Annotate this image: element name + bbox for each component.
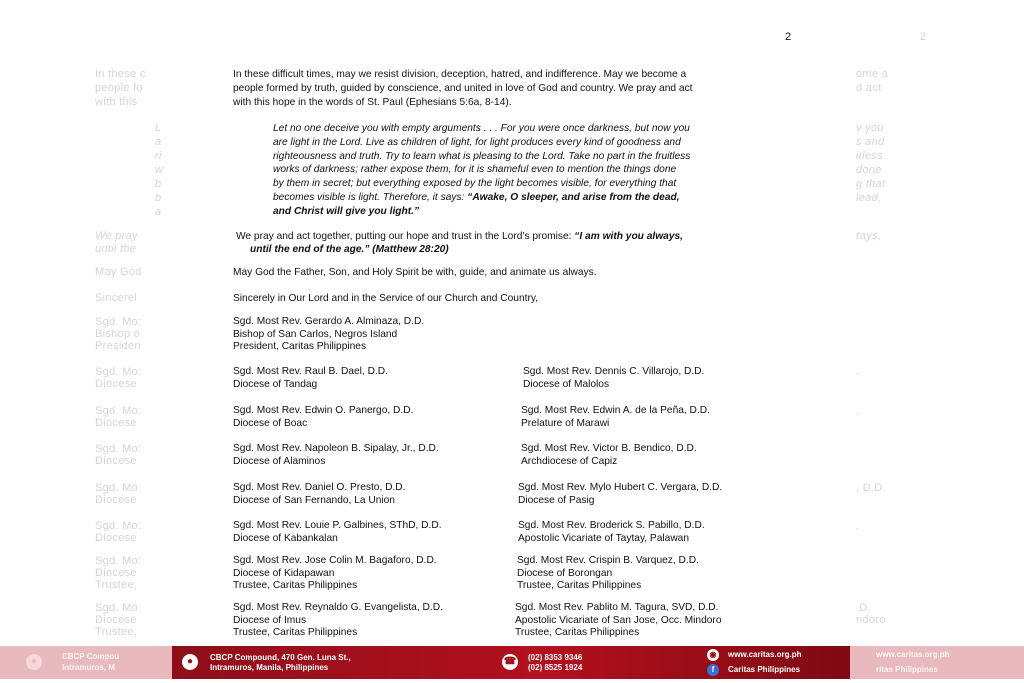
ghost-text: people fo: [95, 82, 143, 94]
ghost-text: Diocese: [95, 455, 137, 467]
ghost-text: Presiden: [95, 340, 141, 352]
signatory-block: [233, 482, 406, 507]
signatory-title: Trustee, Caritas Philippines: [515, 627, 640, 638]
signatory-name: Sgd. Most Rev. Pablito M. Tagura, SVD, D.D.: [515, 602, 719, 613]
location-pin-icon: ●: [182, 654, 198, 670]
signatory-see: Apostolic Vicariate of Taytay, Palawan: [518, 532, 690, 544]
signatory-see: Diocese of Kidapawan: [233, 567, 335, 579]
quote-line: becomes visible is light. Therefore, it says: “Awake, O sleeper, and arise from the dead,: [273, 191, 680, 203]
ghost-text: Sgd. Mo:: [95, 482, 142, 494]
signatory-see: Diocese of San Fernando, La Union: [233, 494, 395, 506]
signatory-name: Sgd. Most Rev. Daniel O. Presto, D.D.: [233, 482, 406, 493]
intro-line-3: with this hope in the words of St. Paul (Ephesians 5:6a, 8-14).: [233, 97, 512, 108]
footer: [0, 646, 1024, 683]
signatory-name: Sgd. Most Rev. Gerardo A. Alminaza, D.D.: [233, 316, 425, 327]
ghost-text: L: [155, 122, 162, 134]
ghost-page-number: 2: [920, 31, 927, 43]
ghost-text: Diocese: [95, 378, 137, 390]
signatory-see: Diocese of Borongan: [517, 567, 613, 579]
ghost-text: Trustee,: [95, 626, 138, 638]
phone-icon: ☎: [502, 654, 518, 670]
signatory-see: Bishop of San Carlos, Negros Island: [233, 328, 398, 340]
ghost-text: .: [856, 520, 860, 532]
footer-phone-2: (02) 8525 1924: [528, 663, 583, 672]
signatory-title: President, Caritas Philippines: [233, 341, 367, 352]
signatory-title: Trustee, Caritas Philippines: [233, 627, 358, 638]
signatory-see: Diocese of Tandag: [233, 378, 318, 390]
signatory-block: [233, 555, 437, 593]
ghost-text: .: [856, 405, 860, 417]
intro-line-1: In these difficult times, may we resist division, deception, hatred, and indifference. May we become a: [233, 69, 687, 80]
signatory-see: Apostolic Vicariate of San Jose, Occ. Mindoro: [515, 614, 722, 626]
quote-line: Let no one deceive you with empty arguments . . . For you were once darkness, but now you: [273, 123, 690, 134]
ghost-text: Bishop o: [95, 328, 141, 340]
blessing: May God the Father, Son, and Holy Spirit be with, guide, and animate us always.: [233, 267, 597, 278]
quote-line: righteousness and truth. Try to learn what is pleasing to the Lord. Take no part in the fruitless: [273, 150, 691, 162]
prayer-line-1: We pray and act together, putting our hope and trust in the Lord’s promise: “I am with you always,: [236, 231, 683, 242]
ghost-text: w: [155, 164, 164, 176]
signatory-block: [517, 555, 699, 593]
ghost-text: In these c: [95, 68, 146, 80]
ghost-text: b: [155, 178, 162, 190]
signatory-name: Sgd. Most Rev. Edwin A. de la Peña, D.D.: [521, 405, 710, 416]
signatory-block: [523, 366, 704, 391]
quote-line: are light in the Lord. Live as children of light, for light produces every kind of goodness and: [273, 136, 681, 148]
intro-line-2: people formed by truth, guided by conscience, and united in love of God and country. We pray and act: [233, 83, 693, 94]
ghost-text: .D.: [856, 602, 871, 614]
ghost-text: We pray: [95, 230, 138, 242]
ghost-text: Diocese: [95, 494, 137, 506]
ghost-text: Sgd. Mo:: [95, 366, 142, 378]
signatory-name: Sgd. Most Rev. Victor B. Bendico, D.D.: [521, 443, 697, 454]
ghost-footer-left: CBCP Compou Intramuros, M ●: [0, 646, 175, 679]
signatory-see: Prelature of Marawi: [521, 417, 610, 429]
facebook-icon: f: [707, 664, 719, 676]
signatory-see: Diocese of Pasig: [518, 494, 595, 506]
ghost-text: .: [856, 366, 860, 378]
lead-signatory: [233, 316, 424, 354]
signatory-see: Diocese of Kabankalan: [233, 532, 338, 544]
ghost-text: v you: [856, 122, 884, 134]
signatory-block: [233, 602, 443, 640]
signatory-see: Diocese of Malolos: [523, 378, 610, 390]
signatory-block: [233, 520, 442, 545]
quote-line: works of darkness; rather expose them, for it is shameful even to mention the things done: [273, 164, 677, 176]
ghost-text: done: [856, 164, 882, 176]
signatory-block: [518, 482, 722, 507]
ghost-text: Diocese: [95, 417, 137, 429]
ghost-footer-right: www.caritas.org.ph ritas Philippines: [850, 646, 1024, 679]
ghost-text: Sincerel: [95, 292, 138, 304]
ghost-text: g that: [856, 178, 886, 190]
signatory-name: Sgd. Most Rev. Edwin O. Panergo, D.D.: [233, 405, 414, 416]
signatory-block: [518, 520, 705, 545]
footer-address-line-2: Intramuros, Manila, Philippines: [210, 663, 329, 672]
ghost-text: ri: [155, 150, 162, 162]
footer-phone-1: (02) 8353 9346: [528, 653, 583, 662]
signatory-name: Sgd. Most Rev. Crispin B. Varquez, D.D.: [517, 555, 699, 566]
signatory-name: Sgd. Most Rev. Louie P. Galbines, SThD, D.D.: [233, 520, 442, 531]
ghost-text: s and: [856, 136, 885, 148]
location-icon: ●: [26, 654, 42, 670]
ghost-text: Trustee,: [95, 579, 138, 591]
ghost-text: Sgd. Mo:: [95, 520, 142, 532]
ghost-text: with this: [95, 96, 138, 108]
closing: Sincerely in Our Lord and in the Service of our Church and Country,: [233, 293, 539, 304]
scripture-quote: [273, 122, 690, 219]
signatory-name: Sgd. Most Rev. Jose Colin M. Bagaforo, D.D.: [233, 555, 437, 566]
ghost-text: Diocese: [95, 567, 137, 579]
ghost-text: ome a: [856, 68, 889, 80]
signatory-block: [521, 443, 697, 468]
signatory-block: [515, 602, 722, 640]
signatory-block: [233, 366, 388, 391]
signatory-see: Archdiocese of Capiz: [521, 455, 618, 467]
footer-band: [172, 646, 852, 679]
ghost-text: May God: [95, 266, 142, 278]
signatory-block: [233, 443, 439, 468]
footer-facebook[interactable]: Caritas Philippines: [728, 665, 801, 674]
footer-website[interactable]: www.caritas.org.ph: [728, 650, 802, 659]
signatory-name: Sgd. Most Rev. Dennis C. Villarojo, D.D.: [523, 366, 705, 377]
ghost-text: until the: [95, 243, 137, 255]
signatory-block: [233, 405, 413, 430]
footer-address-line-1: CBCP Compound, 470 Gen. Luna St.,: [210, 653, 351, 662]
signatory-see: Diocese of Boac: [233, 417, 308, 429]
ghost-text: itless: [856, 150, 883, 162]
signatory-block: [521, 405, 710, 430]
signatory-see: Diocese of Alaminos: [233, 455, 326, 467]
quote-line: by them in secret; but everything exposed by the light becomes visible, for everything that: [273, 178, 677, 190]
ghost-text: Sgd. Mo:: [95, 602, 142, 614]
signatory-title: Trustee, Caritas Philippines: [517, 580, 642, 591]
ghost-text: Sgd. Mo:: [95, 405, 142, 417]
ghost-text: Sgd. Mo:: [95, 555, 142, 567]
quote-line: and Christ will give you light.”: [273, 205, 420, 217]
ghost-text: a: [155, 206, 162, 218]
ghost-text: Sgd. Mo:: [95, 443, 142, 455]
signatory-title: Trustee, Caritas Philippines: [233, 580, 358, 591]
ghost-text: d act: [856, 82, 882, 94]
prayer-line-2: until the end of the age.” (Matthew 28:20): [250, 244, 449, 255]
ghost-text: ndoro: [856, 614, 886, 626]
signatory-name: Sgd. Most Rev. Raul B. Dael, D.D.: [233, 366, 388, 377]
ghost-text: , D.D.: [856, 482, 886, 494]
ghost-text: Sgd. Mo:: [95, 316, 142, 328]
ghost-text: Diocese: [95, 532, 137, 544]
ghost-text: lead,: [856, 192, 882, 204]
signatory-see: Diocese of Imus: [233, 614, 307, 626]
signatory-name: Sgd. Most Rev. Mylo Hubert C. Vergara, D.D.: [518, 482, 723, 493]
ghost-text: rays,: [856, 230, 882, 242]
signatory-name: Sgd. Most Rev. Reynaldo G. Evangelista, D.D.: [233, 602, 443, 613]
ghost-text: a: [155, 136, 162, 148]
signatory-name: Sgd. Most Rev. Napoleon B. Sipalay, Jr., D.D.: [233, 443, 439, 454]
ghost-text: b: [155, 192, 162, 204]
globe-icon: ◉: [707, 649, 719, 661]
signatory-name: Sgd. Most Rev. Broderick S. Pabillo, D.D.: [518, 520, 705, 531]
ghost-text: Diocese: [95, 614, 137, 626]
page-number: 2: [785, 31, 792, 43]
